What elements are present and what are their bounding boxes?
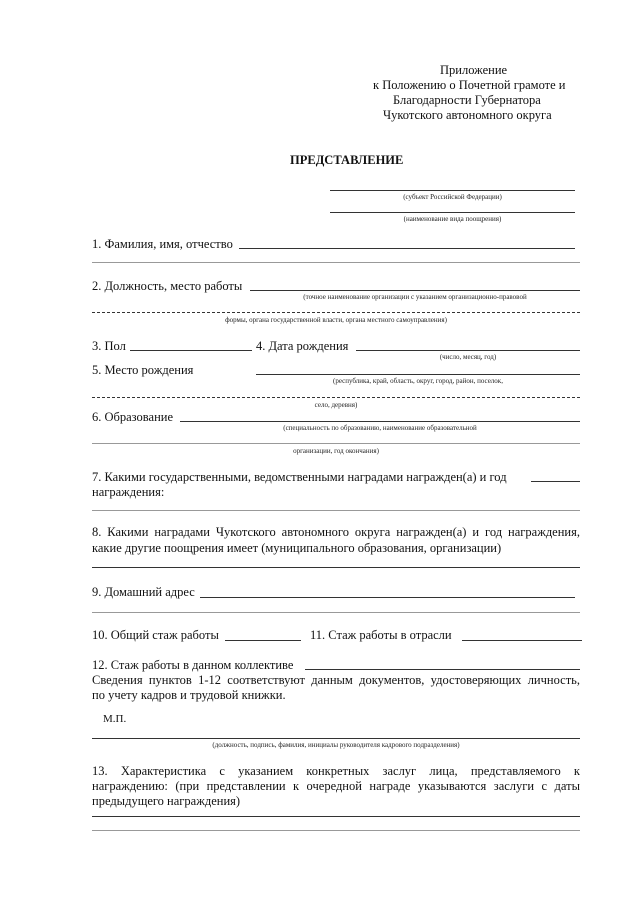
field-7-line-2[interactable] <box>92 510 580 511</box>
field-4-line[interactable] <box>356 350 580 351</box>
signature-line[interactable] <box>92 738 580 739</box>
field-13-label-2: награждению: (при представлении к очередной награде указываются заслуги с даты <box>92 779 580 793</box>
field-9-label: 9. Домашний адрес <box>92 585 195 599</box>
field-5-hint-2: село, деревня) <box>314 401 358 409</box>
field-1-line-2[interactable] <box>92 262 580 263</box>
field-5-hint-1: (республика, край, область, округ, город, район, поселок, <box>333 377 503 385</box>
field-4-label: 4. Дата рождения <box>256 339 349 353</box>
field-13-label: 13. Характеристика с указанием конкретных заслуг лица, представляемого к <box>92 764 580 778</box>
award-kind-hint: (наименование вида поощрения) <box>403 215 502 223</box>
field-2-label: 2. Должность, место работы <box>92 279 243 293</box>
subject-hint: (субъект Российской Федерации) <box>403 193 502 201</box>
field-8-label: 8. Какими наградами Чукотского автономного округа награжден(а) и год награждения, <box>92 525 580 539</box>
field-13-line-2[interactable] <box>92 830 580 831</box>
field-9-line-2[interactable] <box>92 612 580 613</box>
field-5-line[interactable] <box>256 374 580 375</box>
field-6-hint-2: организации, год окончания) <box>293 447 379 455</box>
field-11-label: 11. Стаж работы в отрасли <box>310 628 452 642</box>
field-12-line[interactable] <box>305 669 580 670</box>
stamp-label: М.П. <box>103 713 127 725</box>
field-7-label-2: награждения: <box>92 485 165 499</box>
field-7-line[interactable] <box>531 481 580 482</box>
award-kind-line[interactable] <box>330 212 575 213</box>
field-7-label: 7. Какими государственными, ведомственными наградами награжден(а) и год <box>92 470 507 484</box>
field-2-hint-1: (точное наименование организации с указанием организационно-правовой <box>303 293 527 301</box>
field-2-line[interactable] <box>250 290 580 291</box>
field-5-label: 5. Место рождения <box>92 363 194 377</box>
field-2-hint-2: формы, органа государственной власти, органа местного самоуправления) <box>225 316 447 324</box>
field-10-label: 10. Общий стаж работы <box>92 628 219 642</box>
field-5-line-2[interactable] <box>92 397 580 398</box>
field-2-line-2[interactable] <box>92 312 580 313</box>
field-13-label-3: предыдущего награждения) <box>92 794 241 808</box>
appendix-line-3: Благодарности Губернатора <box>393 93 541 107</box>
field-6-label: 6. Образование <box>92 410 174 424</box>
field-6-line-2[interactable] <box>92 443 580 444</box>
confirmation-text-2: по учету кадров и трудовой книжки. <box>92 688 286 702</box>
signature-hint: (должность, подпись, фамилия, инициалы руководителя кадрового подразделения) <box>212 741 460 749</box>
page-title: ПРЕДСТАВЛЕНИЕ <box>290 153 404 167</box>
field-10-line[interactable] <box>225 640 301 641</box>
field-1-line[interactable] <box>239 248 575 249</box>
field-4-hint: (число, месяц, год) <box>439 353 497 361</box>
field-6-hint-1: (специальность по образованию, наименование образовательной <box>283 424 477 432</box>
field-8-label-2: какие другие поощрения имеет (муниципального образования, организации) <box>92 541 502 555</box>
confirmation-text: Сведения пунктов 1-12 соответствуют данным документов, удостоверяющих личность, <box>92 673 580 687</box>
field-9-line[interactable] <box>200 597 575 598</box>
field-11-line[interactable] <box>462 640 582 641</box>
field-3-line[interactable] <box>130 350 252 351</box>
field-12-label: 12. Стаж работы в данном коллективе <box>92 658 294 672</box>
field-13-line[interactable] <box>92 816 580 817</box>
subject-line[interactable] <box>330 190 575 191</box>
field-1-label: 1. Фамилия, имя, отчество <box>92 237 233 251</box>
appendix-line-4: Чукотского автономного округа <box>383 108 552 122</box>
field-3-label: 3. Пол <box>92 339 126 353</box>
field-6-line[interactable] <box>180 421 580 422</box>
field-8-line[interactable] <box>92 567 580 568</box>
appendix-line-2: к Положению о Почетной грамоте и <box>373 78 566 92</box>
appendix-label: Приложение <box>440 63 508 77</box>
